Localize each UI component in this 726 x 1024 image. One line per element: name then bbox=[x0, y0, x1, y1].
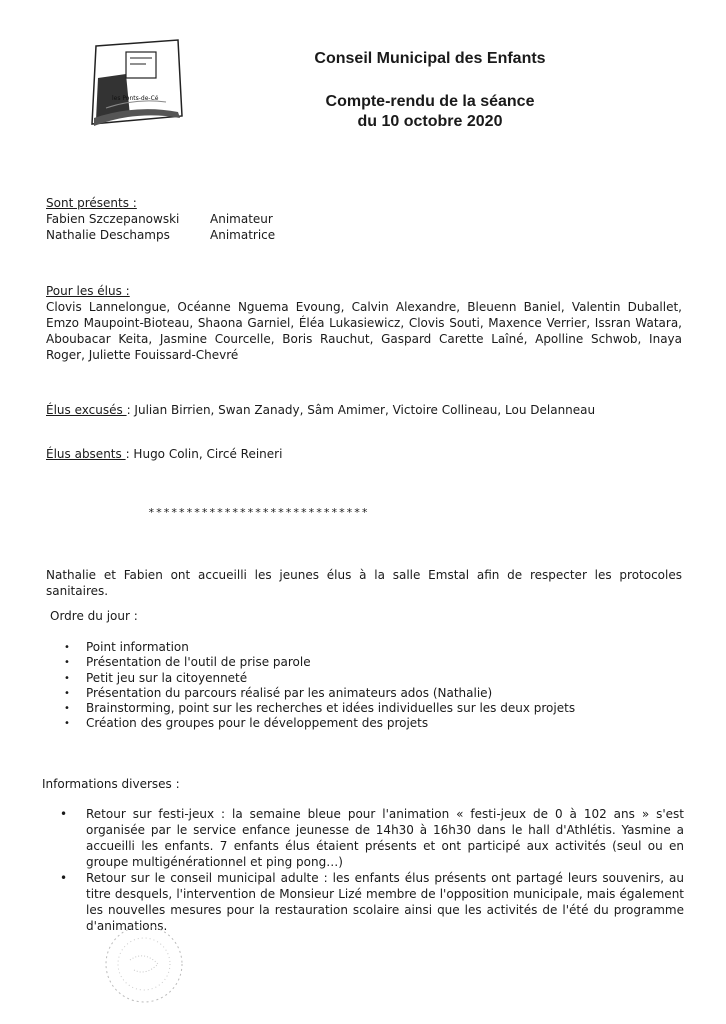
agenda-item: • Brainstorming, point sur les recherches et idées individuelles sur les deux projets bbox=[64, 701, 664, 716]
agenda-item: • Présentation du parcours réalisé par les animateurs ados (Nathalie) bbox=[64, 686, 664, 701]
document-title: Conseil Municipal des Enfants bbox=[314, 50, 546, 67]
absents-heading: Élus absents bbox=[46, 447, 126, 461]
info-item: • Retour sur festi-jeux : la semaine bleue pour l'animation « festi-jeux de 0 à 102 ans » s'est organisée par le service enfance jeunesse de 14h30 à 16h30 dans le hall d'Athlétis. Yasmine a accueilli les enfants. 7 enfants élus étaient présents et ont participé aux activités (seul ou en groupe multigénérationnel et ping pong…) bbox=[60, 806, 684, 870]
agenda-list bbox=[64, 640, 664, 732]
faint-stamp-seal bbox=[100, 920, 188, 1008]
excuses-heading: Élus excusés bbox=[46, 403, 127, 417]
subtitle-line-2: du 10 octobre 2020 bbox=[357, 113, 503, 130]
agenda-item: • Point information bbox=[64, 640, 664, 655]
subtitle-line-1: Compte-rendu de la séance bbox=[325, 93, 535, 110]
presents-row bbox=[46, 227, 346, 243]
separator-stars: ***************************** bbox=[148, 506, 370, 519]
svg-text:les Ponts-de-Cé: les Ponts-de-Cé bbox=[112, 95, 159, 102]
person-role: Animateur bbox=[210, 212, 273, 226]
excuses-section bbox=[46, 402, 682, 418]
person-role: Animatrice bbox=[210, 228, 276, 242]
document-subtitle bbox=[270, 92, 590, 132]
agenda-item: • Petit jeu sur la citoyenneté bbox=[64, 671, 664, 686]
presents-section bbox=[46, 195, 346, 243]
intro-paragraph: Nathalie et Fabien ont accueilli les jeunes élus à la salle Emstal afin de respecter les protocoles sanitaires. bbox=[46, 568, 682, 598]
elus-section bbox=[46, 283, 682, 363]
elus-list: Clovis Lannelongue, Océanne Nguema Evoung, Calvin Alexandre, Bleuenn Baniel, Valentin Duballet, Emzo Maupoint-Bioteau, Shaona Garniel, Éléa Lukasiewicz, Clovis Souti, Maxence Verrier, Issran Watara, Aboubacar Keita, Jasmine Courcelle, Boris Rauchut, Gaspard Carette Laîné, Apolline Schwob, Inaya Roger, Juliette Fouissard-Chevré bbox=[46, 300, 682, 362]
infos-heading: Informations diverses : bbox=[42, 777, 180, 791]
agenda-heading: Ordre du jour : bbox=[50, 609, 138, 623]
excuses-list: : Julian Birrien, Swan Zanady, Sâm Amimer, Victoire Collineau, Lou Delanneau bbox=[126, 403, 596, 417]
agenda-item: • Présentation de l'outil de prise parole bbox=[64, 655, 664, 670]
infos-list bbox=[60, 806, 684, 934]
logo-les-ponts-de-ce bbox=[86, 38, 186, 130]
presents-heading: Sont présents : bbox=[46, 196, 137, 210]
info-item: • Retour sur le conseil municipal adulte : les enfants élus présents ont partagé leurs souvenirs, au titre desquels, l'intervention de Monsieur Lizé membre de l'opposition municipale, mais également les nouvelles mesures pour la restauration scolaire ainsi que les activités de l'été du programme d'animations. bbox=[60, 870, 684, 934]
absents-list: : Hugo Colin, Circé Reineri bbox=[125, 447, 283, 461]
person-name: Nathalie Deschamps bbox=[46, 228, 170, 242]
absents-section bbox=[46, 446, 682, 462]
agenda-item: • Création des groupes pour le développement des projets bbox=[64, 716, 664, 731]
presents-row bbox=[46, 211, 346, 227]
document-header bbox=[270, 50, 590, 132]
elus-heading: Pour les élus : bbox=[46, 284, 130, 298]
person-name: Fabien Szczepanowski bbox=[46, 212, 180, 226]
